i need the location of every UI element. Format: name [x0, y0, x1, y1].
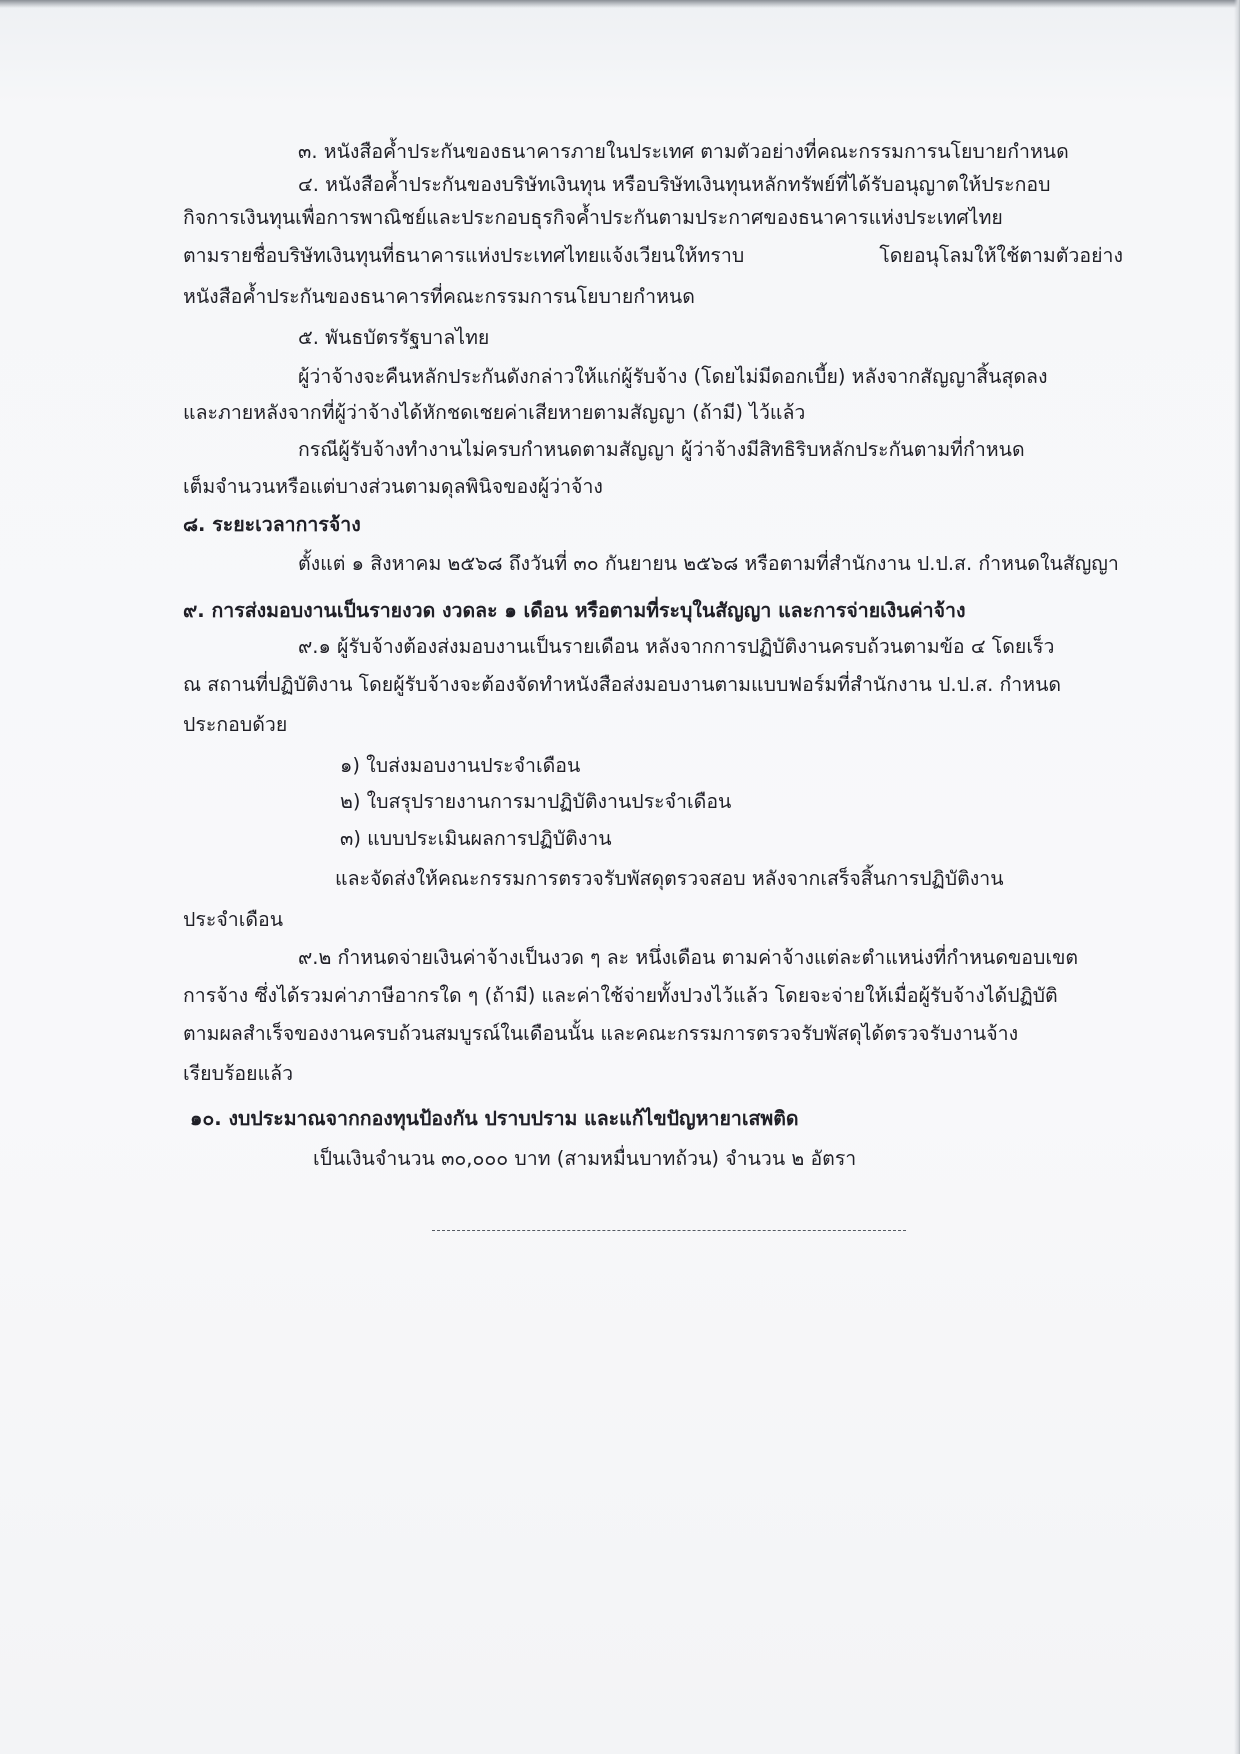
delivery-list-item-1: ๑) ใบส่งมอบงานประจำเดือน [340, 754, 581, 777]
refund-paragraph-line-2: และภายหลังจากที่ผู้ว่าจ้างได้หักชดเชยค่าเสียหายตามสัญญา (ถ้ามี) ไว้แล้ว [183, 401, 806, 424]
scan-right-edge [1234, 0, 1240, 1754]
section-9-1-line-3: ประกอบด้วย [183, 713, 288, 736]
delivery-list-item-3: ๓) แบบประเมินผลการปฏิบัติงาน [340, 827, 612, 850]
section-9-2-line-3: ตามผลสำเร็จของงานครบถ้วนสมบูรณ์ในเดือนนั้น และคณะกรรมการตรวจรับพัสดุได้ตรวจรับงานจ้าง [183, 1022, 1019, 1045]
refund-paragraph-line-1: ผู้ว่าจ้างจะคืนหลักประกันดังกล่าวให้แก่ผู้รับจ้าง (โดยไม่มีดอกเบี้ย) หลังจากสัญญาสิ้นสุดลง [298, 365, 1048, 388]
guarantee-item-4-line-1: ๔. หนังสือค้ำประกันของบริษัทเงินทุน หรือบริษัทเงินทุนหลักทรัพย์ที่ได้รับอนุญาตให้ประกอบ [298, 173, 1051, 196]
guarantee-item-3: ๓. หนังสือค้ำประกันของธนาคารภายในประเทศ ตามตัวอย่างที่คณะกรรมการนโยบายกำหนด [298, 140, 1069, 163]
forfeit-paragraph-line-1: กรณีผู้รับจ้างทำงานไม่ครบกำหนดตามสัญญา ผู้ว่าจ้างมีสิทธิริบหลักประกันตามที่กำหนด [298, 438, 1025, 461]
section-8-heading: ๘. ระยะเวลาการจ้าง [183, 513, 361, 536]
section-9-1-line-4: และจัดส่งให้คณะกรรมการตรวจรับพัสดุตรวจสอบ หลังจากเสร็จสิ้นการปฏิบัติงาน [335, 867, 1004, 890]
section-9-heading: ๙. การส่งมอบงานเป็นรายงวด งวดละ ๑ เดือน หรือตามที่ระบุในสัญญา และการจ่ายเงินค่าจ้าง [183, 599, 966, 622]
guarantee-item-4-line-4: หนังสือค้ำประกันของธนาคารที่คณะกรรมการนโยบายกำหนด [183, 285, 695, 308]
section-9-2-line-4: เรียบร้อยแล้ว [183, 1062, 294, 1085]
end-separator-dashed-line [432, 1230, 906, 1231]
section-10-heading: ๑๐. งบประมาณจากกองทุนป้องกัน ปราบปราม และแก้ไขปัญหายาเสพติด [190, 1107, 799, 1130]
guarantee-item-4-line-2: กิจการเงินทุนเพื่อการพาณิชย์และประกอบธุรกิจค้ำประกันตามประกาศของธนาคารแห่งประเทศไทย [183, 206, 1003, 229]
section-9-1-line-2: ณ สถานที่ปฏิบัติงาน โดยผู้รับจ้างจะต้องจัดทำหนังสือส่งมอบงานตามแบบฟอร์มที่สำนักงาน ป.ป.ส. กำหนด [183, 673, 1062, 696]
scan-top-edge [0, 0, 1240, 8]
section-9-1-line-1: ๙.๑ ผู้รับจ้างต้องส่งมอบงานเป็นรายเดือน หลังจากการปฏิบัติงานครบถ้วนตามข้อ ๔ โดยเร็ว [298, 635, 1055, 658]
section-10-body: เป็นเงินจำนวน ๓๐,๐๐๐ บาท (สามหมื่นบาทถ้วน) จำนวน ๒ อัตรา [313, 1147, 857, 1170]
section-9-2-line-2: การจ้าง ซึ่งได้รวมค่าภาษีอากรใด ๆ (ถ้ามี) และค่าใช้จ่ายทั้งปวงไว้แล้ว โดยจะจ่ายให้เมื่อผู้รับจ้างได้ปฏิบัติ [183, 984, 1058, 1007]
section-9-1-line-5: ประจำเดือน [183, 908, 284, 931]
guarantee-item-5: ๕. พันธบัตรรัฐบาลไทย [298, 326, 490, 349]
guarantee-item-4-line-3: ตามรายชื่อบริษัทเงินทุนที่ธนาคารแห่งประเทศไทยแจ้งเวียนให้ทราบ โดยอนุโลมให้ใช้ตามตัวอย่าง [183, 244, 1123, 267]
section-8-body: ตั้งแต่ ๑ สิงหาคม ๒๕๖๘ ถึงวันที่ ๓๐ กันยายน ๒๕๖๘ หรือตามที่สำนักงาน ป.ป.ส. กำหนดในสัญญา [298, 552, 1119, 575]
forfeit-paragraph-line-2: เต็มจำนวนหรือแต่บางส่วนตามดุลพินิจของผู้ว่าจ้าง [183, 475, 603, 498]
section-9-2-line-1: ๙.๒ กำหนดจ่ายเงินค่าจ้างเป็นงวด ๆ ละ หนึ่งเดือน ตามค่าจ้างแต่ละตำแหน่งที่กำหนดขอบเขต [298, 946, 1079, 969]
delivery-list-item-2: ๒) ใบสรุปรายงานการมาปฏิบัติงานประจำเดือน [340, 790, 732, 813]
